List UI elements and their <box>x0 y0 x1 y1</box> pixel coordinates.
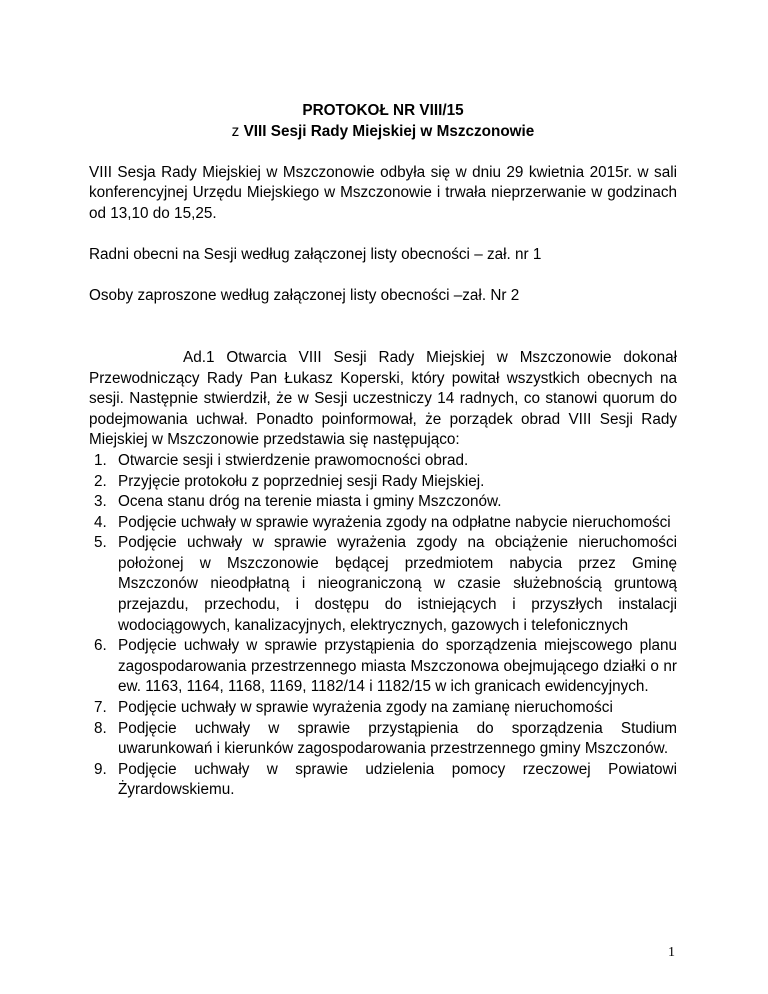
agenda-item-number: 7. <box>94 699 107 717</box>
agenda-item <box>94 698 677 719</box>
agenda-item-number: 5. <box>94 534 107 552</box>
attendance-guests: Osoby zaproszone według załączonej listy obecności –zał. Nr 2 <box>89 287 520 305</box>
agenda-item-text: Podjęcie uchwały w sprawie wyrażenia zgody na obciążenie nieruchomości położonej w Mszczonowie będącej przedmiotem nabycia przez Gminę Mszczonów nieodpłatną i nieograniczoną w czasie służebnością gruntową przejazdu, przechodu, i dostępu do istniejących i przyszłych instalacji wodociągowych, kanalizacyjnych, elektrycznych, gazowych i telefonicznych <box>118 534 677 634</box>
agenda-item <box>94 451 677 472</box>
agenda-item-text: Podjęcie uchwały w sprawie przystąpienia do sporządzenia miejscowego planu zagospodarowania przestrzennego miasta Mszczonowa obejmującego działki o nr ew. 1163, 1164, 1168, 1169, 1182/14 i 1182/15 w ich granicach ewidencyjnych. <box>118 637 677 696</box>
agenda-item <box>94 760 677 801</box>
document-body <box>89 101 677 801</box>
agenda-item-text: Otwarcie sesji i stwierdzenie prawomocności obrad. <box>118 451 469 469</box>
agenda-item-text: Podjęcie uchwały w sprawie przystąpienia do sporządzenia Studium uwarunkowań i kierunków zagospodarowania przestrzennego gminy Mszczonów. <box>118 719 677 758</box>
agenda-list <box>89 451 677 801</box>
agenda-item-text: Podjęcie uchwały w sprawie udzielenia pomocy rzeczowej Powiatowi Żyrardowskiemu. <box>118 760 677 799</box>
agenda-item-number: 6. <box>94 637 107 655</box>
agenda-item-text: Przyjęcie protokołu z poprzedniej sesji Rady Miejskiej. <box>118 472 485 490</box>
agenda-item-number: 9. <box>94 760 107 778</box>
subtitle-prefix: z <box>231 122 240 140</box>
agenda-item <box>94 492 677 513</box>
agenda-item <box>94 636 677 698</box>
agenda-item-text: Ocena stanu dróg na terenie miasta i gminy Mszczonów. <box>118 493 502 511</box>
agenda-item-text: Podjęcie uchwały w sprawie wyrażenia zgody na zamianę nieruchomości <box>118 699 613 717</box>
agenda-item-number: 3. <box>94 493 107 511</box>
ad1-paragraph: Ad.1 Otwarcia VIII Sesji Rady Miejskiej w Mszczonowie dokonał Przewodniczący Rady Pan Łukasz Koperski, który powitał wszystkich obecnych na sesji. Następnie stwierdził, że w Sesji uczestniczy 14 radnych, co stanowi quorum do podejmowania uchwał. Ponadto poinformował, że porządek obrad VIII Sesji Rady Miejskiej w Mszczonowie przedstawia się następująco: <box>89 348 677 449</box>
agenda-item <box>94 513 677 534</box>
page-number: 1 <box>668 945 675 960</box>
attendance-councillors: Radni obecni na Sesji według załączonej listy obecności – zał. nr 1 <box>89 246 542 264</box>
document-title: PROTOKOŁ NR VIII/15 <box>302 102 464 119</box>
agenda-item <box>94 472 677 493</box>
agenda-item-number: 2. <box>94 472 107 490</box>
document-subtitle <box>89 122 677 143</box>
agenda-item-number: 4. <box>94 513 107 531</box>
agenda-item-number: 8. <box>94 719 107 737</box>
subtitle-session: VIII Sesji Rady Miejskiej w Mszczonowie <box>243 122 535 140</box>
agenda-item <box>94 719 677 760</box>
agenda-item-number: 1. <box>94 451 107 469</box>
agenda-item-text: Podjęcie uchwały w sprawie wyrażenia zgody na odpłatne nabycie nieruchomości <box>118 513 671 531</box>
agenda-item <box>94 533 677 636</box>
intro-paragraph: VIII Sesja Rady Miejskiej w Mszczonowie odbyła się w dniu 29 kwietnia 2015r. w sali konferencyjnej Urzędu Miejskiego w Mszczonowie i trwała nieprzerwanie w godzinach od 13,10 do 15,25. <box>89 163 677 222</box>
